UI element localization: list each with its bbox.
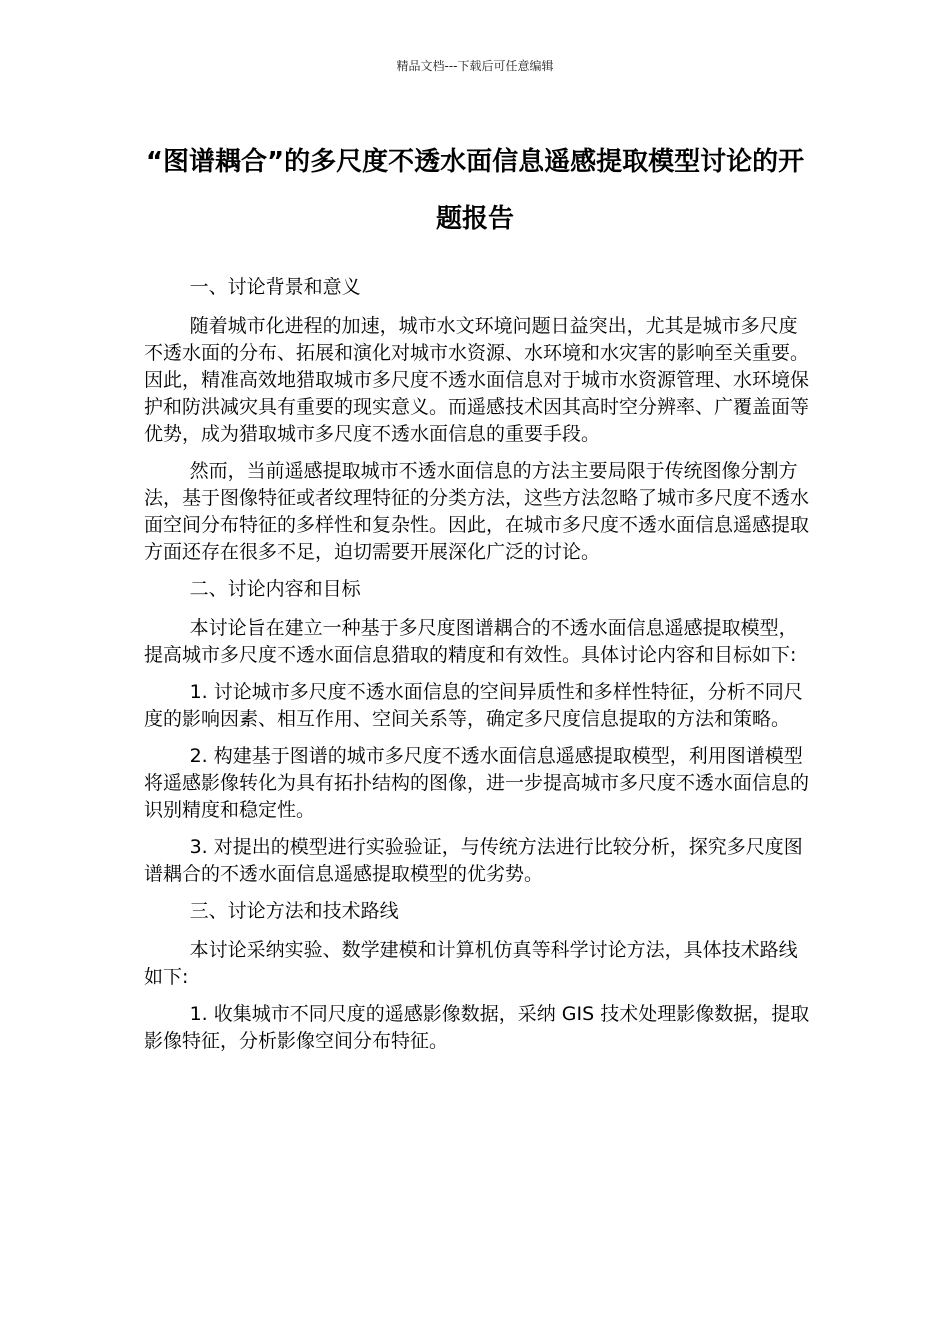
header-note: 精品文档---下载后可任意编辑 <box>396 59 554 73</box>
section-heading-background: 一、讨论背景和意义 <box>189 276 361 298</box>
section-heading-content: 二、讨论内容和目标 <box>189 578 361 600</box>
list-item-method-1: 1. 收集城市不同尺度的遥感影像数据，采纳 GIS 技术处理影像数据，提取影像特征，分析影像空间分布特征。 <box>144 1003 810 1052</box>
paragraph-background-1: 随着城市化进程的加速，城市水文环境问题日益突出，尤其是城市多尺度不透水面的分布、拓展和演化对城市水资源、水环境和水灾害的影响至关重要。因此，精准高效地猎取城市多尺度不透水面信息对于城市水资源管理、水环境保护和防洪减灾具有重要的现实意义。而遥感技术因其高时空分辨率、广覆盖面等优势，成为猎取城市多尺度不透水面信息的重要手段。 <box>144 315 810 445</box>
paragraph-content-intro: 本讨论旨在建立一种基于多尺度图谱耦合的不透水面信息遥感提取模型，提高城市多尺度不透水面信息猎取的精度和有效性。具体讨论内容和目标如下: <box>144 617 798 666</box>
paragraph-background-2: 然而，当前遥感提取城市不透水面信息的方法主要局限于传统图像分割方法，基于图像特征或者纹理特征的分类方法，这些方法忽略了城市多尺度不透水面空间分布特征的多样性和复杂性。因此，在城市多尺度不透水面信息遥感提取方面还存在很多不足，迫切需要开展深化广泛的讨论。 <box>144 460 810 563</box>
list-item-content-3: 3. 对提出的模型进行实验验证，与传统方法进行比较分析，探究多尺度图谱耦合的不透水面信息遥感提取模型的优劣势。 <box>144 836 803 885</box>
document-body <box>144 274 814 1065</box>
document-title: “图谱耦合”的多尺度不透水面信息遥感提取模型讨论的开题报告 <box>145 147 805 234</box>
section-heading-method: 三、讨论方法和技术路线 <box>189 900 399 922</box>
list-item-content-1: 1. 讨论城市多尺度不透水面信息的空间异质性和多样性特征，分析不同尺度的影响因素、相互作用、空间关系等，确定多尺度信息提取的方法和策略。 <box>144 681 803 730</box>
list-item-content-2: 2. 构建基于图谱的城市多尺度不透水面信息遥感提取模型，利用图谱模型将遥感影像转化为具有拓扑结构的图像，进一步提高城市多尺度不透水面信息的识别精度和稳定性。 <box>144 745 810 821</box>
paragraph-method-intro: 本讨论采纳实验、数学建模和计算机仿真等科学讨论方法，具体技术路线如下: <box>144 939 798 988</box>
